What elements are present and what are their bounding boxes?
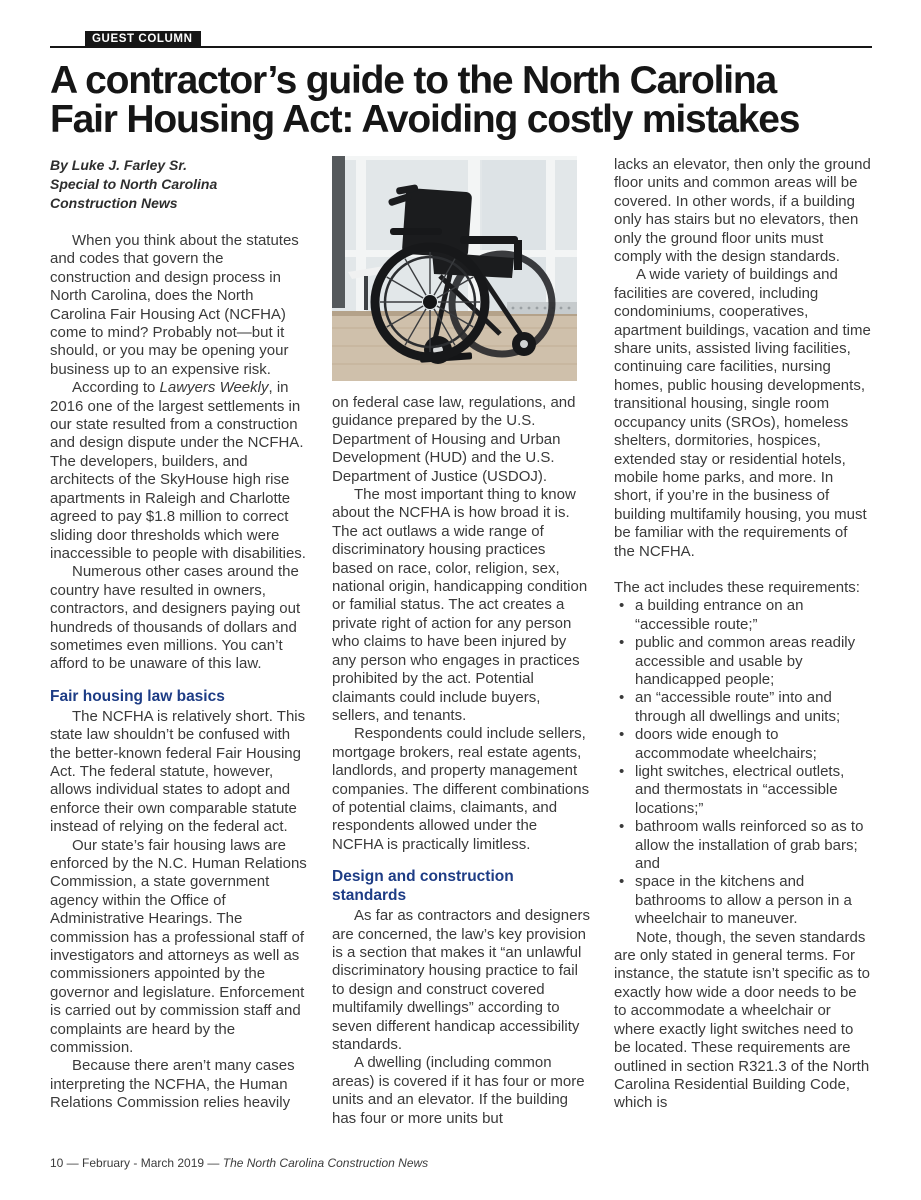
paragraph: The act includes these requirements: [614,578,860,596]
paragraph: As far as contractors and designers are concerned, the law’s key provision is a section that makes it “an unlawful discriminatory housing practice to fail to design and construct covered multifamily dwellings” according to seven different handicap accessibility standards. [332,907,590,1053]
column-2 [332,156,590,1128]
paragraph: Numerous other cases around the country have resulted in owners, contractors, and designers paying out hundreds of thousands of dollars and sometimes even millions. You can’t afford to be unaware of this law. [50,563,301,673]
byline-author: By Luke J. Farley Sr. [50,157,187,173]
paragraph: A wide variety of buildings and facilities are covered, including condominiums, cooperatives, apartment buildings, vacation and time share units, assisted living facilities, continuing care facilities, nursing homes, public housing developments, transitional housing, single room occupancy units (SROs), homeless shelters, dormitories, hospices, extended stay or residential hotels, mobile home parks, and more. In short, if you’re in the business of building multifamily housing, you must be familiar with the requirements of the NCFHA. [614,266,871,560]
list-item: • public and common areas readily accessible and usable by handicapped people; [614,634,872,689]
requirements-list [614,597,872,928]
column-3 [614,156,872,1128]
column-1 [50,156,308,1128]
section-heading-fair-housing-basics: Fair housing law basics [50,687,225,705]
text-run: According to [72,379,160,397]
wheelchair-photo [332,156,577,381]
section-heading-design-standards: Design and construction standards [332,868,514,905]
paragraph: Note, though, the seven standards are only stated in general terms. For instance, the statute isn’t specific as to exactly how wide a door needs to be to accommodate a wheelchair or where exactly light switches need to be located. These requirements are outlined in section R321.3 of the North Carolina Residential Building Code, which is [614,928,870,1112]
text-run: , in 2016 one of the largest settlements in our state resulted from a construction and design dispute under the NCFHA. The developers, builders, and architects of the SkyHouse high rise apartments in Raleigh and Charlotte agreed to pay $1.8 million to correct sliding door thresholds which were inaccessible to people with disabilities. [50,379,306,562]
headline-line-2: Fair Housing Act: Avoiding costly mistakes [50,98,800,141]
paragraph: lacks an elevator, then only the ground floor units and common areas will be covered. In other words, if a building only has stairs but no elevators, then only the ground floor units must comply with the design standards. [614,156,871,266]
page-footer [50,1156,872,1171]
footer-issue-info: 10 — February - March 2019 — [50,1156,223,1170]
paragraph [50,379,308,563]
paragraph: When you think about the statutes and codes that govern the construction and design process in North Carolina, does the North Carolina Fair Housing Act (NCFHA) come to mind? Probably not—but it should, or you may be opening your business up to an expensive risk. [50,232,299,378]
headline-line-1: A contractor’s guide to the North Carolina [50,59,777,102]
list-item: • doors wide enough to accommodate wheelchairs; [614,726,872,763]
list-item: • light switches, electrical outlets, and thermostats in “accessible locations;” [614,763,872,818]
paragraph: Because there aren’t many cases interpreting the NCFHA, the Human Relations Commission relies heavily [50,1057,295,1112]
byline-credit: Special to North Carolina Construction News [50,176,218,211]
paragraph: The NCFHA is relatively short. This state law shouldn’t be confused with the better-known federal Fair Housing Act. The federal statute, however, allows individual states to adopt and enforce their own comparable statute instead of relying on the federal act. [50,707,306,836]
footer-publication-name: The North Carolina Construction News [222,1156,429,1170]
list-item: • space in the kitchens and bathrooms to allow a person in a wheelchair to maneuver. [614,873,872,928]
citation-italic: Lawyers Weekly [159,379,269,397]
paragraph: Respondents could include sellers, mortgage brokers, real estate agents, landlords, and property management companies. The different combinations of potential claims, claimants, and respondents allowed under the NCFHA is practically limitless. [332,725,590,853]
guest-column-tag: GUEST COLUMN [85,31,201,48]
list-item: • bathroom walls reinforced so as to allow the installation of grab bars; and [614,818,872,873]
masthead-rule [50,29,872,48]
list-item: • a building entrance on an “accessible route;” [614,597,872,634]
article-columns [50,156,872,1128]
paragraph: Our state’s fair housing laws are enforced by the N.C. Human Relations Commission, a state government agency within the Office of Administrative Hearings. The commission has a professional staff of investigators and attorneys as well as commissioners appointed by the governor and legislature. Enforcement is carried out by commission staff and complaints are heard by the commission. [50,836,307,1057]
article-headline [50,61,872,139]
list-item: • an “accessible route” into and through all dwellings and units; [614,689,872,726]
paragraph: on federal case law, regulations, and guidance prepared by the U.S. Department of Housing and Urban Development (HUD) and the U.S. Department of Justice (USDOJ). [332,394,576,485]
paragraph: A dwelling (including common areas) is covered if it has four or more units and an elevator. If the building has four or more units but [332,1054,585,1127]
byline [50,156,308,213]
article-page [50,29,872,1128]
paragraph: The most important thing to know about the NCFHA is how broad it is. The act outlaws a wide range of discriminatory housing practices based on race, color, religion, sex, national origin, handicapping condition or familial status. The act creates a private right of action for any person who claims to have been injured by any person who engages in practices prohibited by the act. Potential claimants could include buyers, sellers, and tenants. [332,486,588,724]
